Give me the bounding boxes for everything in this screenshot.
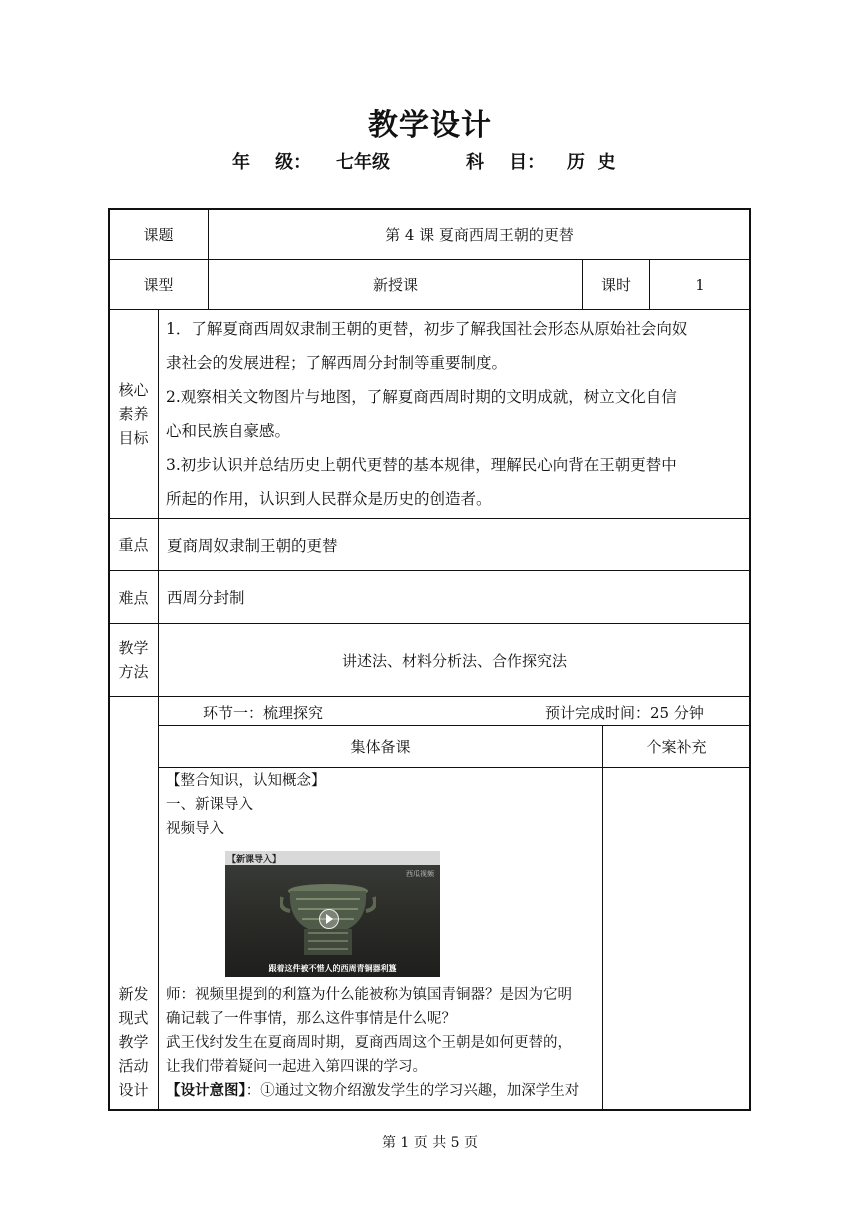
- lesson-line: 让我们带着疑问一起进入第四课的学习。: [166, 1059, 427, 1075]
- type-value: 新授课: [208, 259, 583, 310]
- intro-title: 一、新课导入: [166, 797, 253, 813]
- goals-label: 核心素养目标: [108, 309, 159, 519]
- method-value: 讲述法、材料分析法、合作探究法: [158, 623, 751, 697]
- individual-supplement-header: 个案补充: [602, 725, 751, 768]
- type-label: 课型: [108, 259, 209, 310]
- individual-supplement-content: [602, 767, 751, 1111]
- segment-title: 环节一：梳理探究: [203, 704, 324, 722]
- design-intent-text: ：①通过文物介绍激发学生的学习兴趣，加深学生对: [245, 1083, 580, 1099]
- goal-line: 2.观察相关文物图片与地图，了解夏商西周时期的文明成就，树立文化自信: [166, 388, 677, 406]
- key-point-label: 重点: [108, 518, 159, 571]
- goal-line: 3.初步认识并总结历史上朝代更替的基本规律，理解民心向背在王朝更替中: [166, 456, 677, 474]
- segment-row: [158, 696, 751, 726]
- hours-value: 1: [649, 259, 751, 310]
- topic-value: 第 4 课 夏商西周王朝的更替: [208, 208, 751, 260]
- intro-sub: 视频导入: [166, 821, 224, 837]
- lesson-line: 武王伐纣发生在夏商周时期，夏商西周这个王朝是如何更替的，: [166, 1035, 572, 1051]
- page-footer: 第 1 页 共 5 页: [381, 1135, 479, 1151]
- video-tag: 【新课导入】: [227, 855, 282, 865]
- subject-value: 历 史: [567, 152, 616, 173]
- key-point-value: 夏商周奴隶制王朝的更替: [158, 518, 751, 571]
- lesson-table: [108, 208, 751, 1111]
- grade-value: 七年级: [336, 152, 390, 173]
- topic-label: 课题: [108, 208, 209, 260]
- hours-label: 课时: [582, 259, 650, 310]
- intro-text: [166, 769, 600, 841]
- goal-line: 1．了解夏商西周奴隶制王朝的更替，初步了解我国社会形态从原始社会向奴: [166, 320, 688, 338]
- lesson-line: 确记载了一件事情，那么这件事情是什么呢？: [166, 1011, 456, 1027]
- difficulty-value: 西周分封制: [158, 570, 751, 624]
- lesson-line: 师：视频里提到的利簋为什么能被称为镇国青铜器？是因为它明: [166, 987, 572, 1003]
- play-icon[interactable]: [319, 909, 339, 929]
- activity-label: 新发现式教学活动设计: [108, 696, 159, 1111]
- estimated-time: 预计完成时间：25 分钟: [545, 704, 704, 722]
- goal-line: 心和民族自豪感。: [166, 422, 291, 440]
- goal-line: 隶社会的发展进程；了解西周分封制等重要制度。: [166, 354, 508, 372]
- design-intent: [166, 1079, 600, 1103]
- group-prep-header: 集体备课: [158, 725, 603, 768]
- method-label: 教学方法: [108, 623, 159, 697]
- goal-line: 所起的作用，认识到人民群众是历史的创造者。: [166, 490, 492, 508]
- document-title: 教学设计: [368, 108, 492, 143]
- difficulty-label: 难点: [108, 570, 159, 624]
- goals-list: [166, 312, 746, 516]
- video-thumbnail[interactable]: [225, 851, 440, 977]
- video-logo: 西瓜视频: [406, 870, 434, 878]
- video-caption: 跟着这件被不惜人的西周青铜器利簋: [268, 964, 397, 973]
- lesson-text: [166, 983, 600, 1103]
- subject-label: 科 目：: [466, 152, 546, 173]
- header-info: [0, 148, 860, 174]
- section-heading: 【整合知识，认知概念】: [166, 773, 326, 789]
- grade-label: 年 级：: [232, 152, 312, 173]
- design-intent-label: 【设计意图】: [166, 1082, 246, 1099]
